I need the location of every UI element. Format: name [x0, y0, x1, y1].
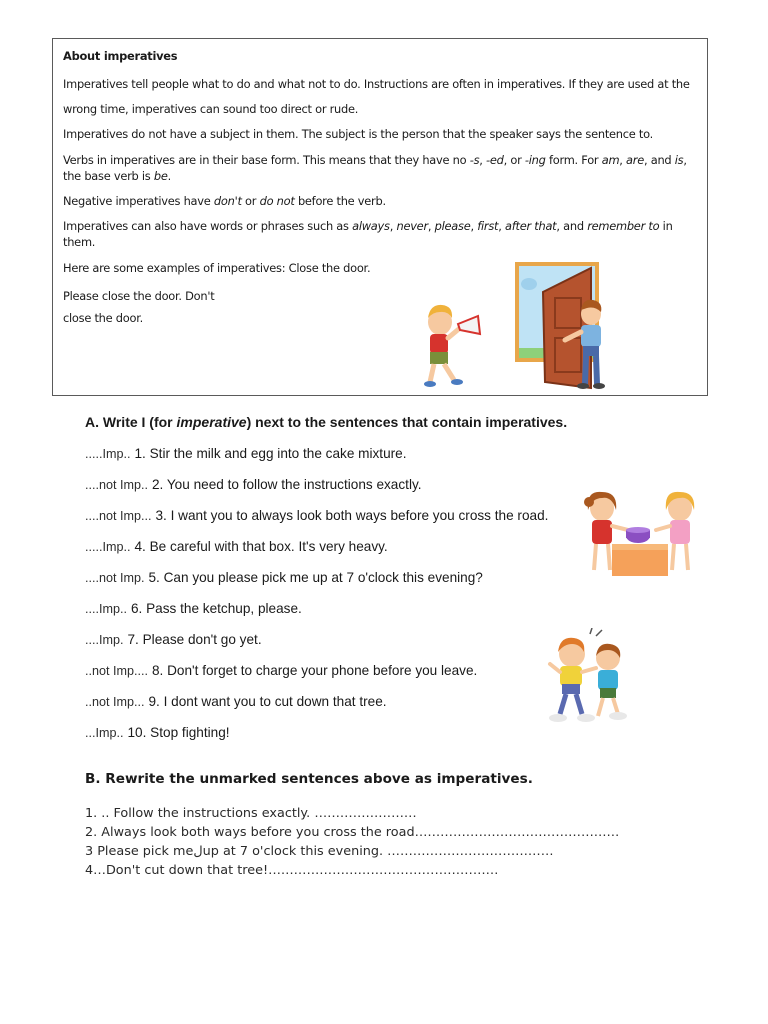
answer-mark: ....not Imp... [85, 509, 152, 523]
about-paragraph-4: Negative imperatives have don't or do not before the verb. [63, 193, 386, 208]
boys-fighting-illustration [546, 628, 632, 724]
rewrite-answers-list [85, 806, 619, 882]
answer-mark: .....Imp.. [85, 540, 131, 554]
about-paragraph-1: Imperatives tell people what to do and what not to do. Instructions are often in imperatives. If they are used at the wrong time, imperatives can sound too direct or rude. [63, 77, 690, 117]
list-item [85, 601, 548, 632]
section-a-title: A. Write I (for imperative) next to the sentences that contain imperatives. [85, 414, 568, 430]
answer-mark: .....Imp.. [85, 447, 131, 461]
sentence-text: 4. Be careful with that box. It's very heavy. [134, 539, 388, 554]
about-paragraph-6: Here are some examples of imperatives: Close the door. [63, 260, 371, 275]
list-item [85, 725, 548, 756]
girls-cooking-illustration [580, 486, 706, 578]
list-item [85, 570, 548, 601]
list-item [85, 632, 548, 663]
list-item [85, 539, 548, 570]
sentence-text: 6. Pass the ketchup, please. [131, 601, 302, 616]
answer-mark: ..not Imp... [85, 695, 145, 709]
megaphone-boy-illustration [420, 298, 490, 390]
list-item: 2. Always look both ways before you cross the road………………………………………… [85, 825, 620, 840]
list-item [85, 508, 548, 539]
list-item [85, 446, 548, 477]
sentence-text: 3. I want you to always look both ways before you cross the road. [155, 508, 549, 523]
about-paragraph-3: Verbs in imperatives are in their base form. This means that they have no -s, -ed, or -ing form. For am, are, and is, the base verb is be. [63, 152, 687, 183]
imperative-sentence-list [85, 446, 548, 756]
list-item: 1. .. Follow the instructions exactly. …………………… [85, 806, 417, 821]
about-example-2: close the door. [63, 310, 143, 325]
about-paragraph-5: Imperatives can also have words or phrases such as always, never, please, first, after that, and remember to in them. [63, 219, 673, 250]
door-boy-illustration [515, 262, 615, 390]
about-heading: About imperatives [63, 49, 178, 63]
sentence-text: 7. Please don't go yet. [127, 632, 262, 647]
sentence-text: 10. Stop fighting! [127, 725, 230, 740]
answer-mark: ..not Imp.... [85, 664, 148, 678]
section-b-title: B. Rewrite the unmarked sentences above as imperatives. [85, 771, 533, 787]
about-paragraph-2: Imperatives do not have a subject in them. The subject is the person that the speaker says the sentence to. [63, 127, 654, 142]
sentence-text: 2. You need to follow the instructions exactly. [152, 477, 422, 492]
answer-mark: ....not Imp. [85, 571, 145, 585]
answer-mark: ....Imp.. [85, 602, 127, 616]
answer-mark: ....not Imp.. [85, 478, 148, 492]
list-item: 4…Don't cut down that tree!……………………………………………… [85, 863, 499, 878]
list-item [85, 663, 548, 694]
list-item [85, 477, 548, 508]
answer-mark: ....Imp. [85, 633, 124, 647]
sentence-text: 8. Don't forget to charge your phone before you leave. [152, 663, 478, 678]
about-example-1: Please close the door. Don't [63, 288, 215, 303]
answer-mark: ...Imp.. [85, 726, 124, 740]
sentence-text: 9. I dont want you to cut down that tree. [148, 694, 387, 709]
list-item [85, 694, 548, 725]
sentence-text: 1. Stir the milk and egg into the cake mixture. [134, 446, 407, 461]
sentence-text: 5. Can you please pick me up at 7 o'clock this evening? [148, 570, 483, 585]
list-item: 3 Please pick meلup at 7 o'clock this evening. ………………………………… [85, 844, 554, 859]
